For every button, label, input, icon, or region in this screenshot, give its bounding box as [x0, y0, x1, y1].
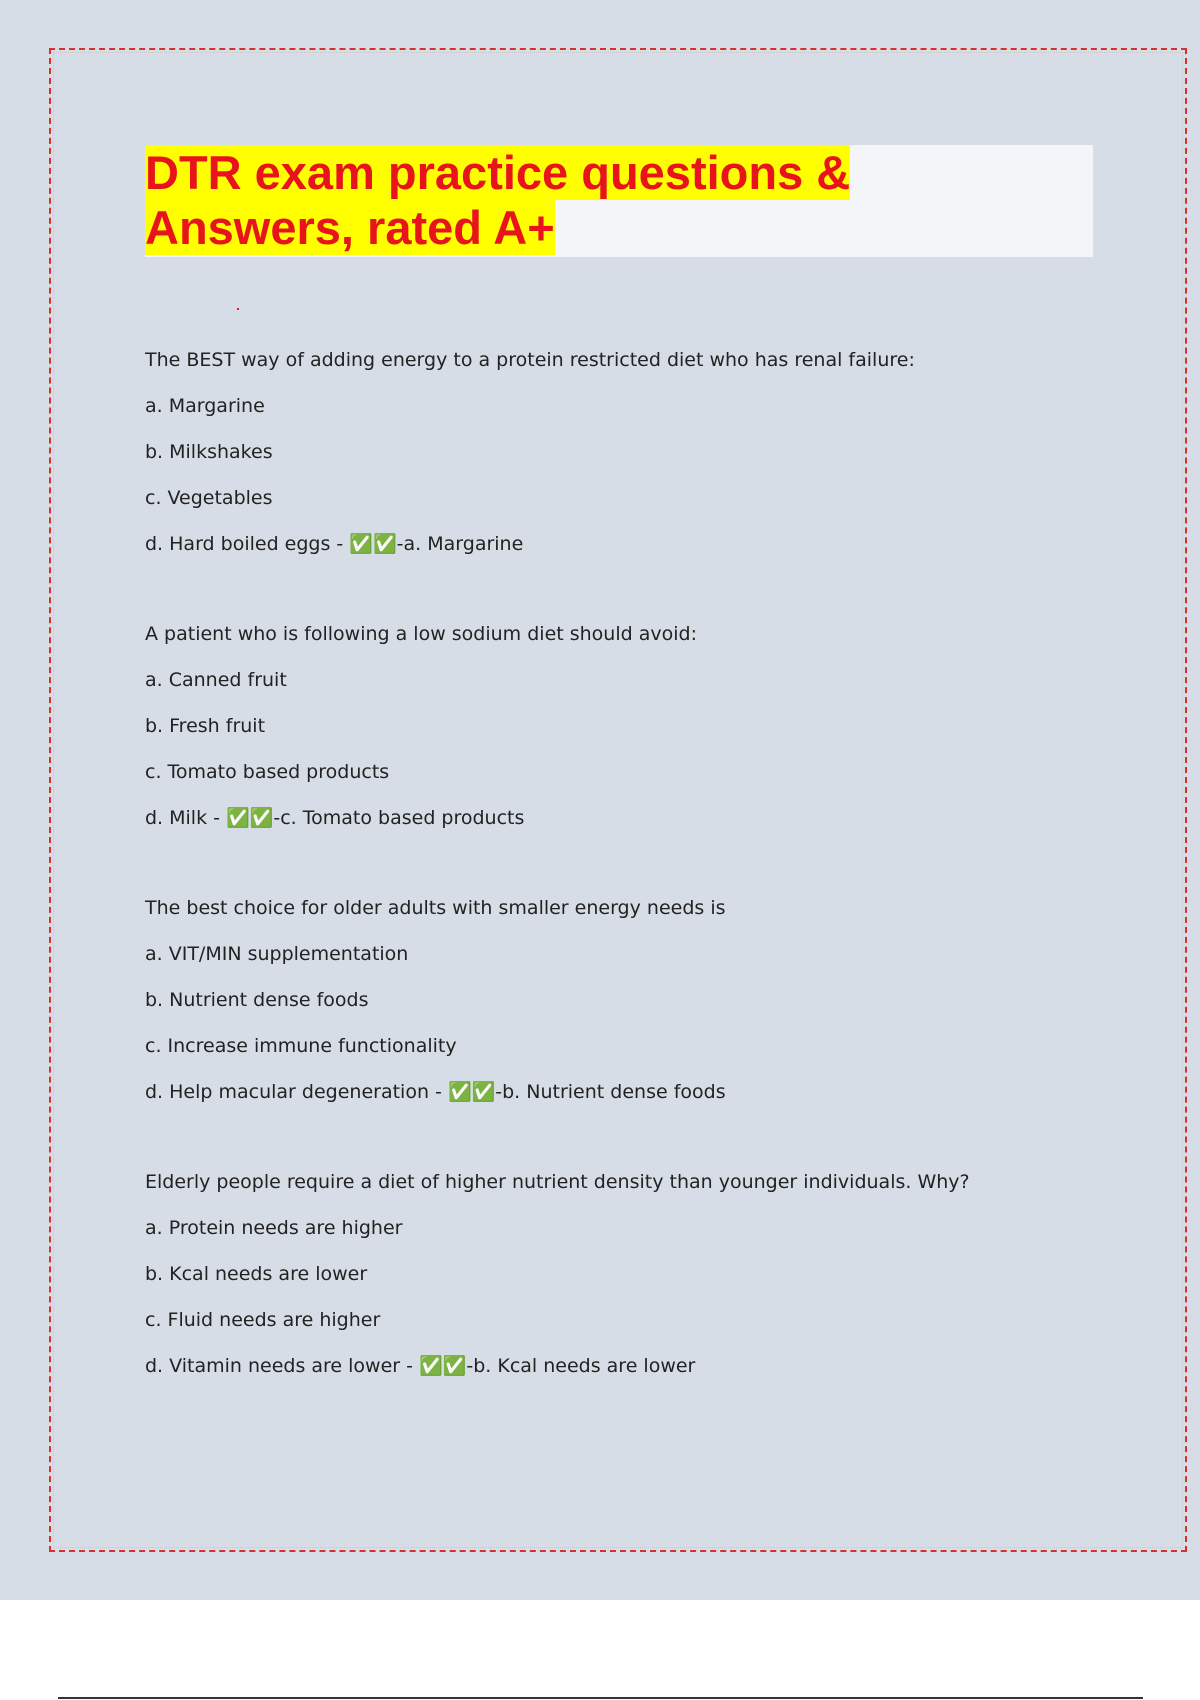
question-2	[145, 619, 1145, 849]
option-d-with-answer	[145, 803, 1145, 849]
option-d: d. Hard boiled eggs -	[145, 533, 344, 555]
document-title	[145, 145, 850, 255]
option-a: a. Margarine	[145, 395, 265, 417]
option-d: d. Help macular degeneration -	[145, 1081, 442, 1103]
option-d: d. Milk -	[145, 807, 220, 829]
option-d-with-answer	[145, 1077, 1145, 1123]
option-d: d. Vitamin needs are lower -	[145, 1355, 413, 1377]
question-3	[145, 893, 1145, 1123]
question-4	[145, 1167, 1145, 1397]
option-c: c. Vegetables	[145, 487, 273, 509]
option-b: b. Kcal needs are lower	[145, 1263, 368, 1285]
option-d-with-answer	[145, 1351, 1145, 1397]
double-check-icon: ✅✅	[349, 533, 397, 555]
option-b: b. Nutrient dense foods	[145, 989, 369, 1011]
option-a: a. Protein needs are higher	[145, 1217, 403, 1239]
question-prompt: Elderly people require a diet of higher nutrient density than younger individuals. Why?	[145, 1171, 970, 1193]
option-a: a. Canned fruit	[145, 669, 287, 691]
question-1	[145, 345, 1145, 575]
option-d-with-answer	[145, 529, 1145, 575]
option-c: c. Tomato based products	[145, 761, 390, 783]
question-prompt: The best choice for older adults with smaller energy needs is	[145, 897, 726, 919]
option-c: c. Increase immune functionality	[145, 1035, 457, 1057]
title-line-1: DTR exam practice questions &	[145, 146, 851, 199]
option-a: a. VIT/MIN supplementation	[145, 943, 409, 965]
answer: -b. Kcal needs are lower	[466, 1355, 696, 1377]
double-check-icon: ✅✅	[419, 1355, 467, 1377]
answer: -c. Tomato based products	[273, 807, 525, 829]
question-prompt: The BEST way of adding energy to a protein restricted diet who has renal failure:	[145, 349, 915, 371]
title-line-2: Answers, rated A+	[145, 201, 555, 254]
question-prompt: A patient who is following a low sodium diet should avoid:	[145, 623, 697, 645]
option-b: b. Milkshakes	[145, 441, 273, 463]
footer-divider	[58, 1697, 1143, 1699]
stray-dot	[237, 308, 239, 310]
option-c: c. Fluid needs are higher	[145, 1309, 381, 1331]
answer: -b. Nutrient dense foods	[495, 1081, 726, 1103]
answer: -a. Margarine	[396, 533, 524, 555]
option-b: b. Fresh fruit	[145, 715, 266, 737]
double-check-icon: ✅✅	[447, 1081, 496, 1103]
question-list	[145, 345, 1145, 1441]
double-check-icon: ✅✅	[226, 807, 274, 829]
